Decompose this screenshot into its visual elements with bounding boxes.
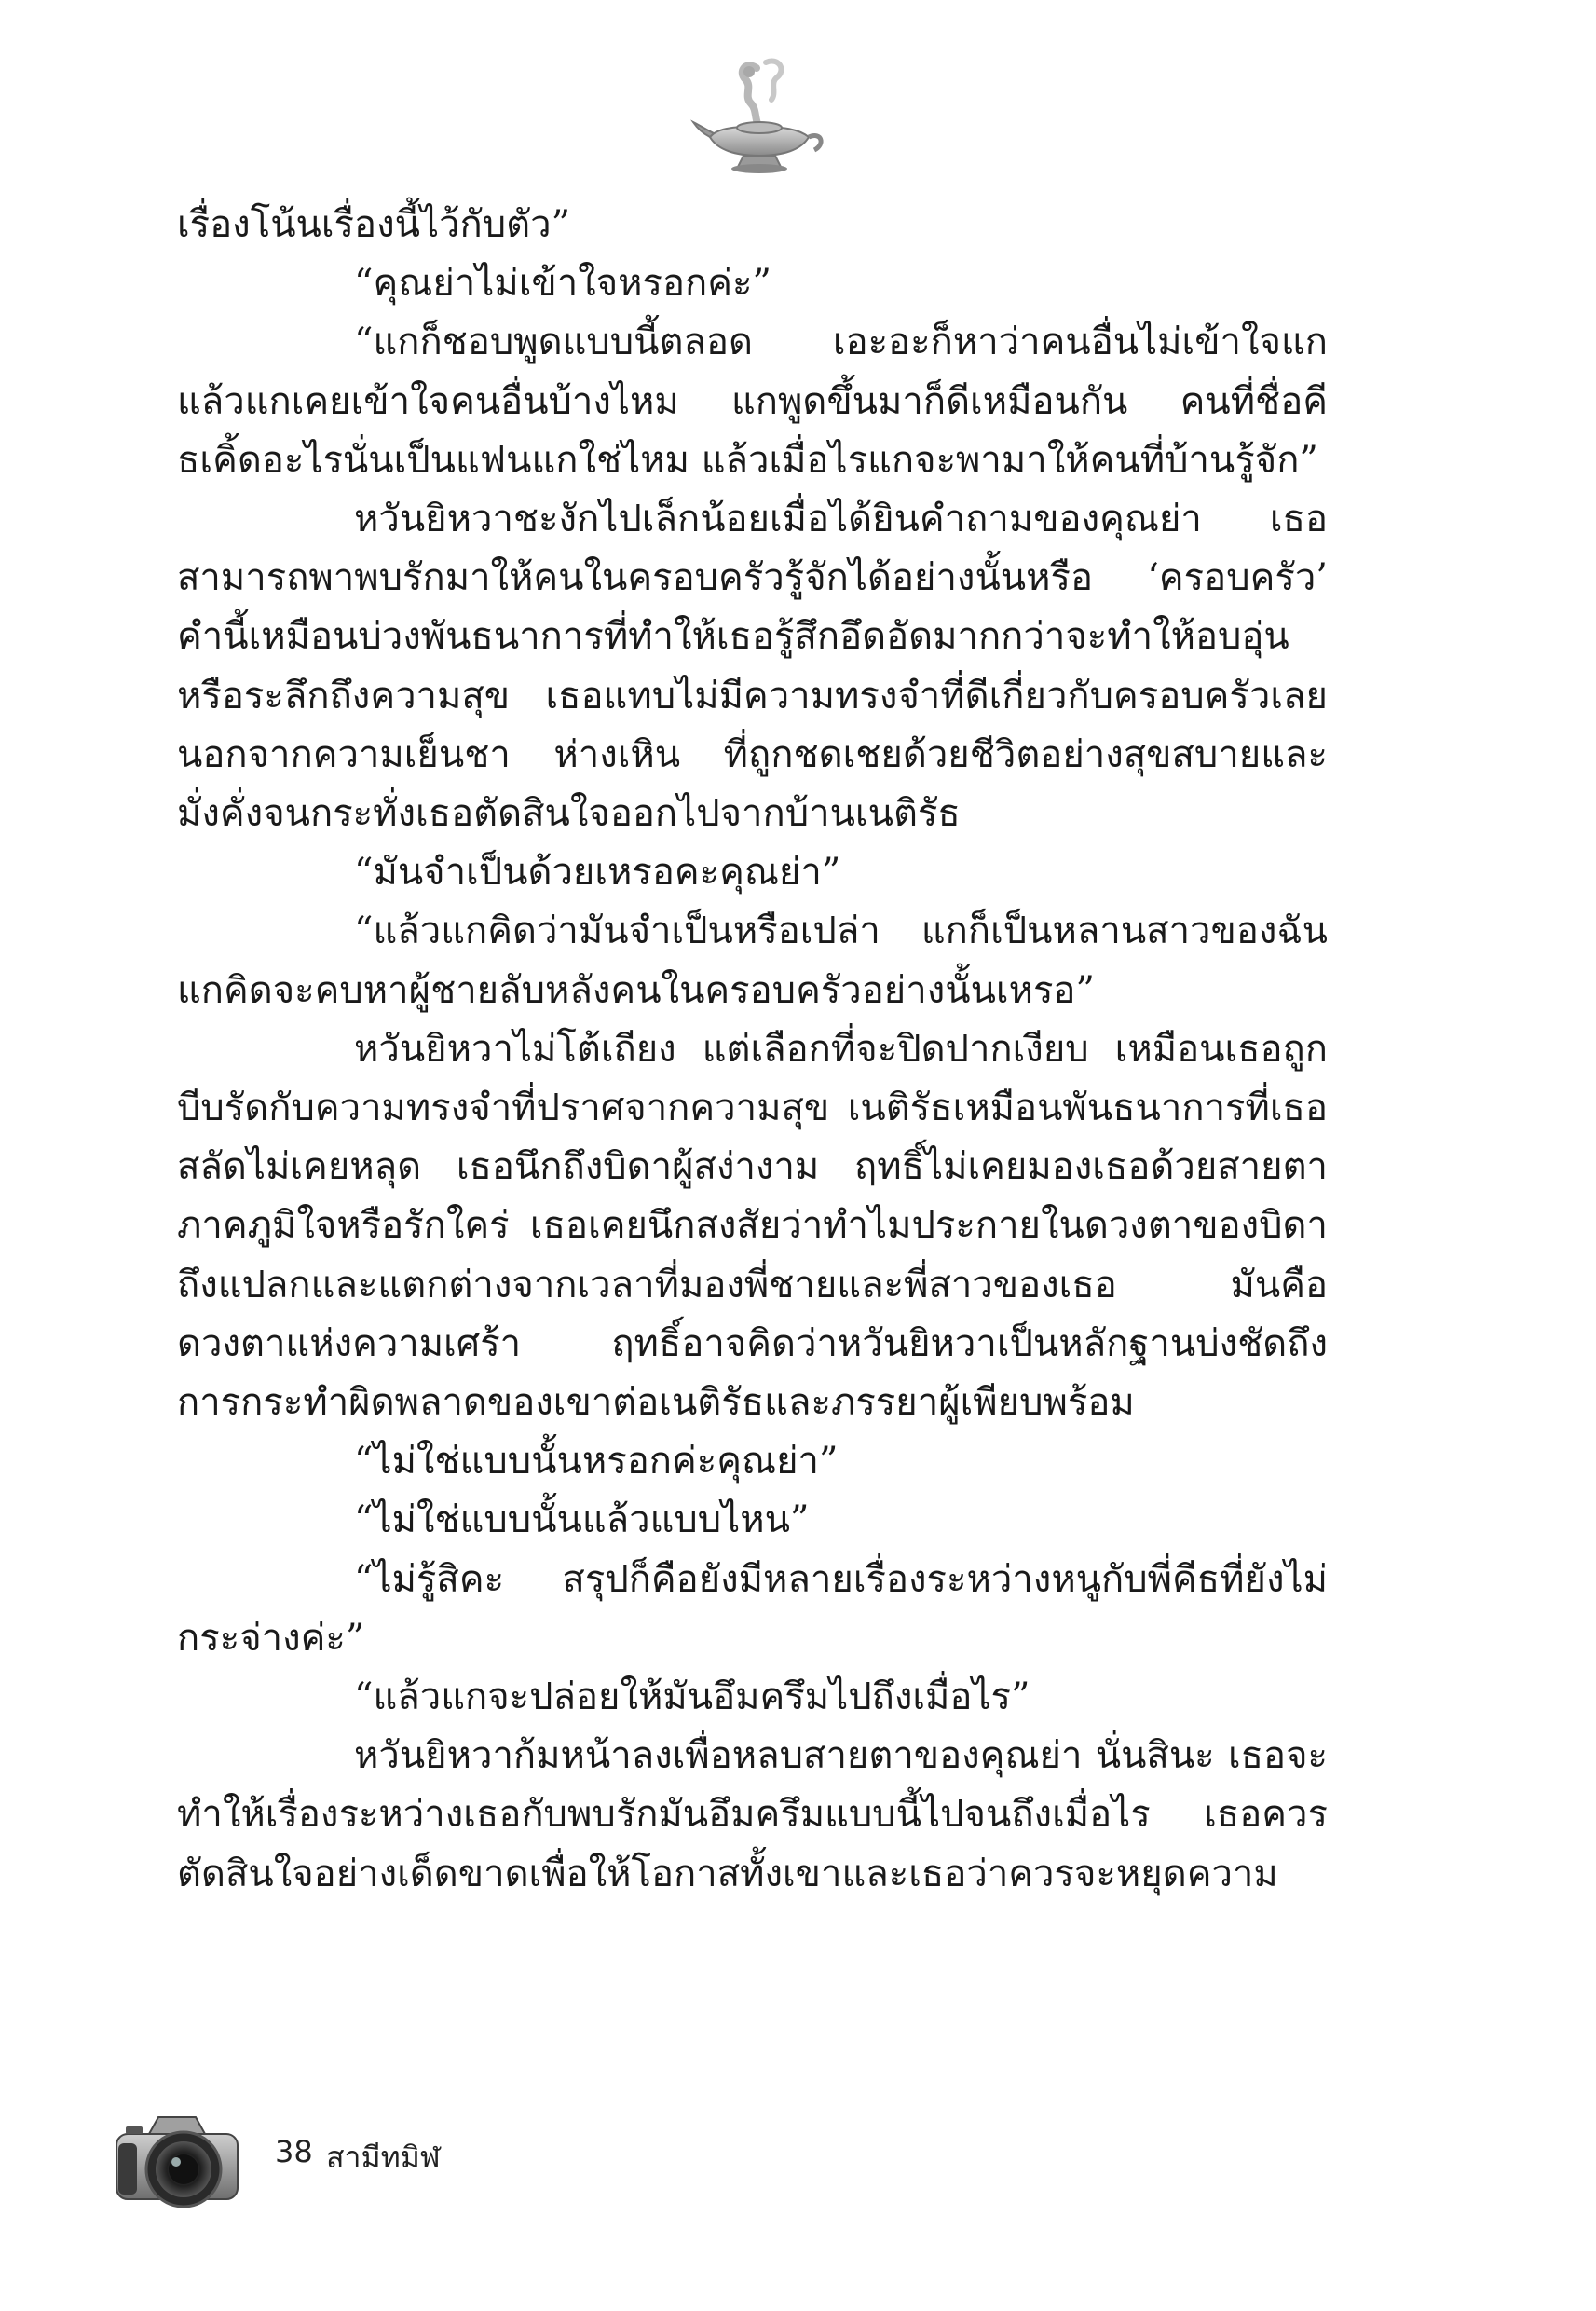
paragraph: เรื่องโน้นเรื่องนี้ไว้กับตัว” — [177, 203, 571, 246]
paragraph: “ไม่รู้สิคะ สรุปก็คือยังมีหลายเรื่องระหว่างหนูกับพี่คีธที่ยังไม่กระจ่างค่ะ” — [177, 1557, 1328, 1660]
genie-lamp-icon — [689, 51, 829, 191]
paragraph: หวันยิหวาชะงักไปเล็กน้อยเมื่อได้ยินคำถามของคุณย่า เธอสามารถพาพบรักมาให้คนในครอบครัวรู้จักได้อย่างนั้นหรือ ‘ครอบครัว’ คำนี้เหมือนบ่วงพันธนาการที่ทำให้เธอรู้สึกอึดอัดมากกว่าจะทำให้อบอุ่นหรือระลึกถึงความสุข เธอแทบไม่มีความทรงจำที่ดีเกี่ยวกับครอบครัวเลยนอกจากความเย็นชา ห่างเหิน ที่ถูกชดเชยด้วยชีวิตอย่างสุขสบายและมั่งคั่งจนกระทั่งเธอตัดสินใจออกไปจากบ้านเนติรัธ — [177, 498, 1328, 836]
body-text — [177, 196, 1328, 1904]
paragraph: “แล้วแกคิดว่ามันจำเป็นหรือเปล่า แกก็เป็นหลานสาวของฉัน แกคิดจะคบหาผู้ชายลับหลังคนในครอบครัวอย่างนั้นเหรอ” — [177, 909, 1328, 1012]
camera-icon — [107, 2097, 247, 2218]
book-title: สามีทมิฬ — [326, 2140, 441, 2175]
page-footer — [107, 2097, 666, 2264]
paragraph: “ไม่ใช่แบบนั้นแล้วแบบไหน” — [354, 1498, 810, 1542]
paragraph: “ไม่ใช่แบบนั้นหรอกค่ะคุณย่า” — [354, 1440, 839, 1484]
paragraph: หวันยิหวาก้มหน้าลงเพื่อหลบสายตาของคุณย่า นั่นสินะ เธอจะทำให้เรื่องระหว่างเธอกับพบรักมันอึมครึมแบบนี้ไปจนถึงเมื่อไร เธอควรตัดสินใจอย่างเด็ดขาดเพื่อให้โอกาสทั้งเขาและเธอว่าควรจะหยุดความ — [177, 1734, 1328, 1895]
page-number: 38 — [275, 2134, 313, 2169]
paragraph: “มันจำเป็นด้วยเหรอคะคุณย่า” — [354, 851, 841, 895]
paragraph: “คุณย่าไม่เข้าใจหรอกค่ะ” — [354, 262, 771, 306]
paragraph: “แล้วแกจะปล่อยให้มันอึมครึมไปถึงเมื่อไร” — [354, 1675, 1030, 1719]
paragraph: หวันยิหวาไม่โต้เถียง แต่เลือกที่จะปิดปากเงียบ เหมือนเธอถูกบีบรัดกับความทรงจำที่ปราศจากความสุข เนติรัธเหมือนพันธนาการที่เธอสลัดไม่เคยหลุด เธอนึกถึงบิดาผู้สง่างาม ฤทธิ์ไม่เคยมองเธอด้วยสายตาภาคภูมิใจหรือรักใคร่ เธอเคยนึกสงสัยว่าทำไมประกายในดวงตาของบิดาถึงแปลกและแตกต่างจากเวลาที่มองพี่ชายและพี่สาวของเธอ มันคือดวงตาแห่งความเศร้า ฤทธิ์อาจคิดว่าหวันยิหวาเป็นหลักฐานบ่งชัดถึงการกระทำผิดพลาดของเขาต่อเนติรัธและภรรยาผู้เพียบพร้อม — [177, 1027, 1328, 1425]
paragraph: “แกก็ชอบพูดแบบนี้ตลอด เอะอะก็หาว่าคนอื่นไม่เข้าใจแก แล้วแกเคยเข้าใจคนอื่นบ้างไหม แกพูดขึ้นมาก็ดีเหมือนกัน คนที่ชื่อคีธเคิ้ดอะไรนั่นเป็นแฟนแกใช่ไหม แล้วเมื่อไรแกจะพามาให้คนที่บ้านรู้จัก” — [177, 321, 1328, 482]
